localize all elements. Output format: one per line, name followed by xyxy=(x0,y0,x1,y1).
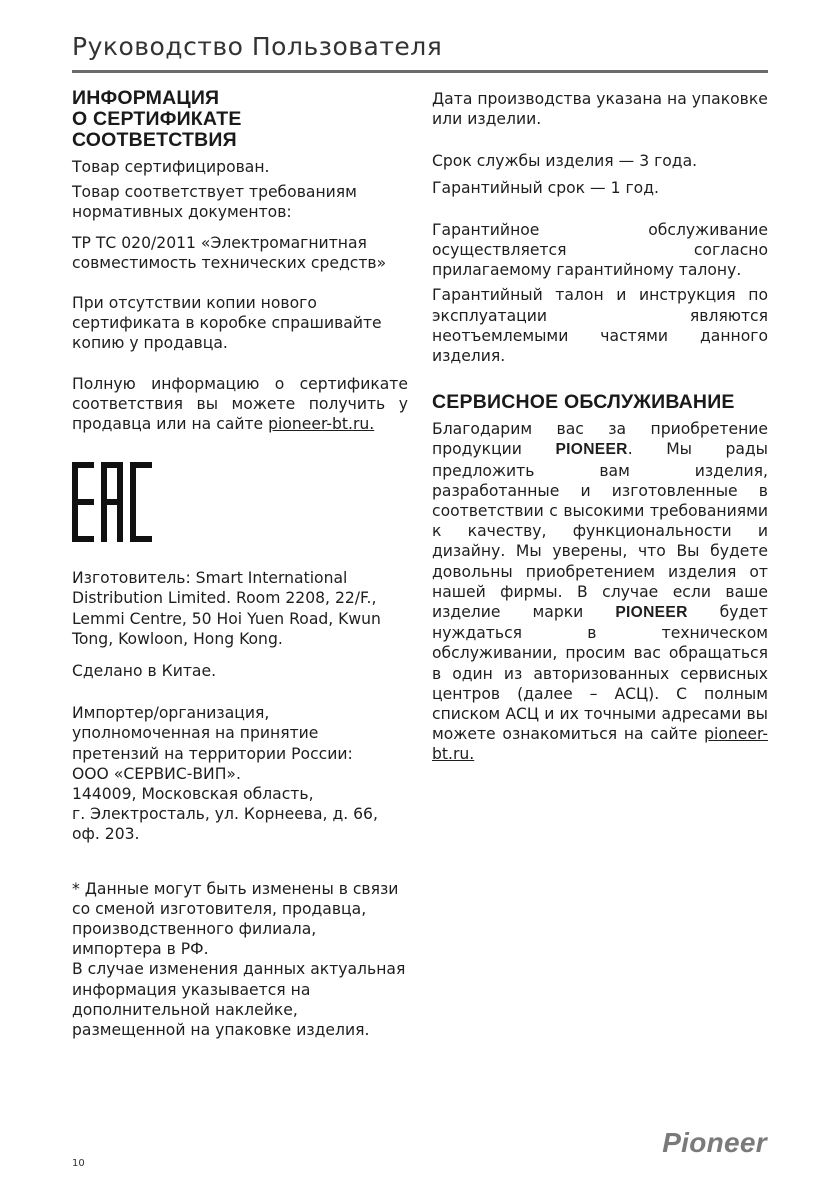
conforms-text: Товар соответствует требованиям нормативных документов: xyxy=(72,183,357,222)
certificate-heading-line: ИНФОРМАЦИЯ xyxy=(72,87,220,109)
warranty-period-text: Гарантийный срок — 1 год. xyxy=(432,178,659,197)
production-date-text: Дата производства указана на упаковке или изделии. xyxy=(432,90,768,129)
warranty-docs-text: Гарантийный талон и инструкция по эксплуатации являются неотъемлемыми частями данного изделия. xyxy=(432,286,768,366)
brand-name: PIONEER xyxy=(615,604,688,622)
importer-line: претензий на территории России: xyxy=(72,744,353,763)
service-website-link[interactable]: pioneer-bt.ru. xyxy=(432,725,768,764)
page-header-title: Руководство Пользователя xyxy=(72,32,443,61)
certificate-heading-line: О СЕРТИФИКАТЕ xyxy=(72,108,242,130)
service-text xyxy=(432,419,768,764)
certificate-heading xyxy=(72,88,408,151)
certified-text: Товар сертифицирован. xyxy=(72,158,270,176)
service-life-text: Срок службы изделия — 3 года. xyxy=(432,152,698,171)
made-in-text: Сделано в Китае. xyxy=(72,662,217,681)
warranty-service-text: Гарантийное обслуживание осуществляется согласно прилагаемому гарантийному талону. xyxy=(432,220,768,280)
eac-logo xyxy=(72,462,154,542)
header-divider xyxy=(72,70,768,73)
importer-line: Импортер/организация, xyxy=(72,704,270,723)
page-number: 10 xyxy=(72,1158,85,1169)
service-text-part: . Мы рады предложить вам изделия, разработанные и изготовленные в соответствии с высокими требованиями к качеству, функциональности и дизайну. Мы уверены, что Вы будете довольны приобретением изделия от нашей фирмы. В случае если ваше изделие марки xyxy=(432,440,768,622)
service-text-part: Благодарим вас за приобретение продукции xyxy=(432,420,768,459)
importer-line: оф. 203. xyxy=(72,825,140,844)
disclaimer-text: * Данные могут быть изменены в связи со сменой изготовителя, продавца, производственного филиала, импортера в РФ. xyxy=(72,879,399,959)
importer-text xyxy=(72,703,408,844)
copy-note-text: При отсутствии копии нового сертификата в коробке спрашивайте копию у продавца. xyxy=(72,294,382,353)
pioneer-logo: Pioneer xyxy=(662,1127,767,1158)
service-text-part: будет нуждаться в техническом обслуживании, просим вас обращаться в один из авторизованных сервисных центров (далее – АСЦ). С полным списком АСЦ и их точными адресами вы можете ознакомиться на сайте xyxy=(432,603,768,744)
full-info-body: Полную информацию о сертификате соответствия вы можете получить у продавца или на сайте xyxy=(72,374,408,434)
importer-line: 144009, Московская область, xyxy=(72,785,314,804)
disclaimer-update-text: В случае изменения данных актуальная информация указывается на дополнительной наклейке, размещенной на упаковке изделия. xyxy=(72,960,406,1040)
importer-line: уполномоченная на принятие xyxy=(72,724,319,743)
importer-line: г. Электросталь, ул. Корнеева, д. 66, xyxy=(72,805,378,824)
full-info-text xyxy=(72,374,408,435)
brand-name: PIONEER xyxy=(555,441,628,459)
importer-line: ООО «СЕРВИС-ВИП». xyxy=(72,764,241,783)
left-column xyxy=(72,88,408,1040)
regulation-text: ТР ТС 020/2011 «Электромагнитная совместимость технических средств» xyxy=(72,233,387,272)
eac-mark xyxy=(72,462,408,542)
right-column xyxy=(432,88,768,765)
manufacturer-text: Изготовитель: Smart International Distribution Limited. Room 2208, 22/F., Lemmi Centre, 50 Hoi Yuen Road, Kwun Tong, Kowloon, Hong Kong. xyxy=(72,569,381,648)
website-link[interactable]: pioneer-bt.ru. xyxy=(268,415,375,434)
certificate-heading-line: СООТВЕТСТВИЯ xyxy=(72,129,237,151)
service-heading: СЕРВИСНОЕ ОБСЛУЖИВАНИЕ xyxy=(432,391,735,414)
